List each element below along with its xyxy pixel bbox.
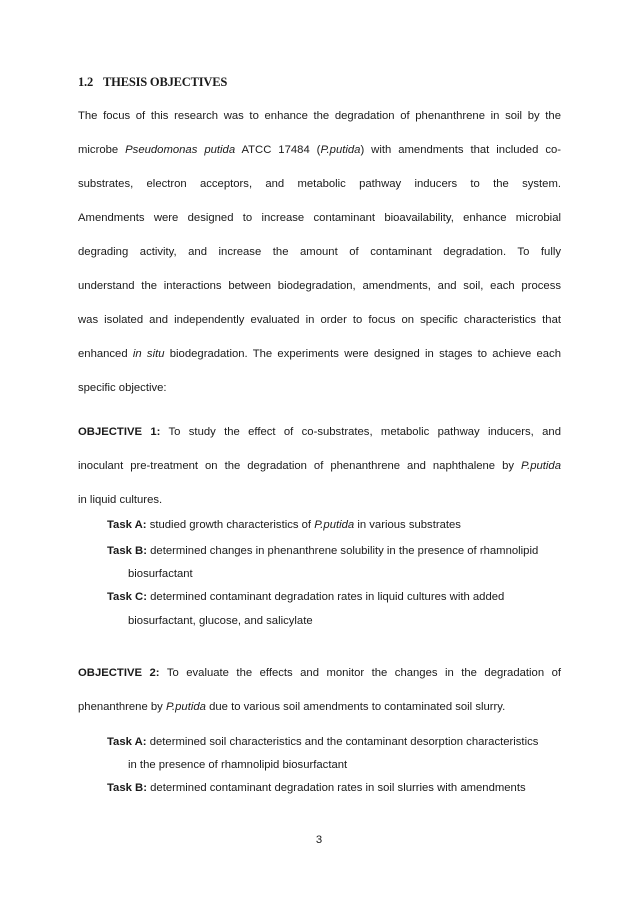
section-number: 1.2 (78, 75, 94, 89)
text-line: OBJECTIVE 1: To study the effect of co-substrates, metabolic pathway inducers, and (78, 426, 561, 438)
task-item: Task B: determined contaminant degradation rates in soil slurries with amendments (107, 782, 526, 794)
text-line: in liquid cultures. (78, 494, 163, 506)
task-item: Task B: determined changes in phenanthrene solubility in the presence of rhamnolipid (107, 545, 539, 557)
text-line: specific objective: (78, 382, 167, 394)
text-line: Amendments were designed to increase contaminant bioavailability, enhance microbial (78, 212, 561, 224)
section-title: THESIS OBJECTIVES (103, 75, 228, 89)
text-line: inoculant pre-treatment on the degradation of phenanthrene and naphthalene by P.putida (78, 460, 561, 472)
text-line: degrading activity, and increase the amount of contaminant degradation. To fully (78, 246, 561, 258)
objective-label: OBJECTIVE 2: (78, 667, 160, 679)
text-line: was isolated and independently evaluated in order to focus on specific characteristics that (78, 314, 561, 326)
text-line: enhanced in situ biodegradation. The experiments were designed in stages to achieve each (78, 348, 561, 360)
task-item: Task A: studied growth characteristics of P.putida in various substrates (107, 519, 461, 531)
page-number: 3 (315, 834, 323, 846)
text-line: phenanthrene by P.putida due to various soil amendments to contaminated soil slurry. (78, 701, 506, 713)
task-item: Task A: determined soil characteristics and the contaminant desorption characteristics (107, 736, 539, 748)
text-line: substrates, electron acceptors, and metabolic pathway inducers to the system. (78, 178, 561, 190)
task-continuation: biosurfactant, glucose, and salicylate (128, 615, 313, 627)
task-continuation: biosurfactant (128, 568, 193, 580)
objective-label: OBJECTIVE 1: (78, 426, 161, 438)
section-heading (78, 75, 227, 90)
text-line: OBJECTIVE 2: To evaluate the effects and monitor the changes in the degradation of (78, 667, 562, 679)
task-continuation: in the presence of rhamnolipid biosurfactant (128, 759, 348, 771)
task-item: Task C: determined contaminant degradation rates in liquid cultures with added (107, 591, 505, 603)
text-line: understand the interactions between biodegradation, amendments, and soil, each process (78, 280, 561, 292)
text-line: The focus of this research was to enhance the degradation of phenanthrene in soil by the (78, 110, 561, 122)
text-line: microbe Pseudomonas putida ATCC 17484 (P.putida) with amendments that included co- (78, 144, 562, 156)
